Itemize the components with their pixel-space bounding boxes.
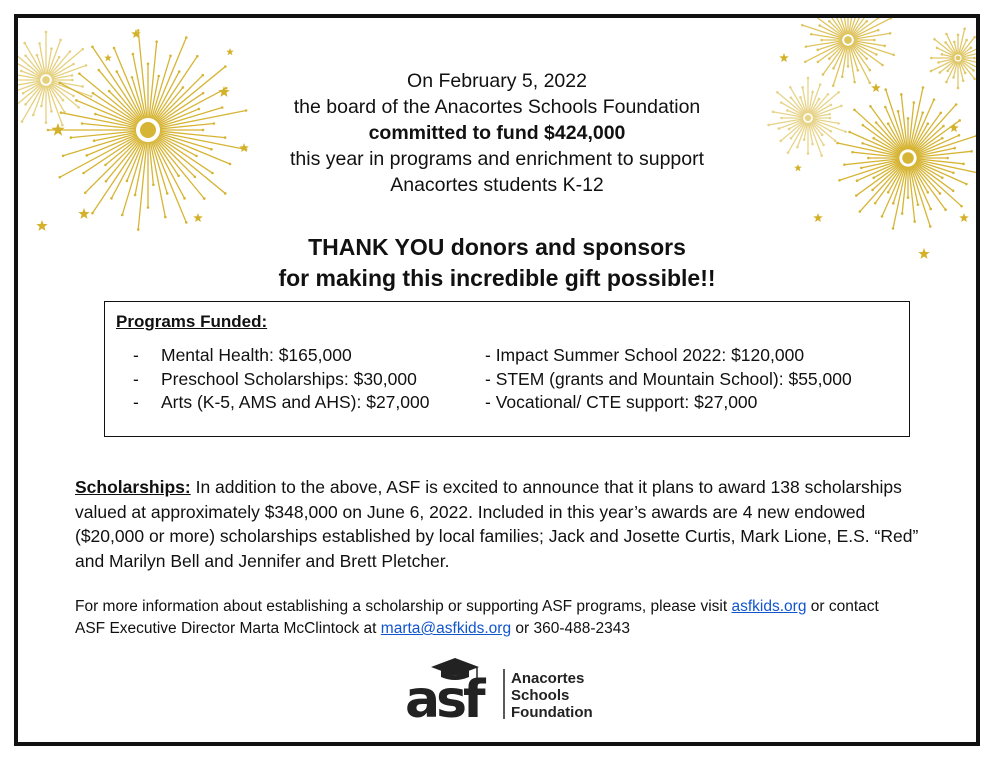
programs-right-list bbox=[485, 344, 852, 415]
star-icon bbox=[104, 54, 112, 61]
thank-you-heading bbox=[18, 232, 976, 294]
announcement-amount: committed to fund $424,000 bbox=[368, 122, 626, 144]
logo-line-2: Schools bbox=[511, 687, 570, 704]
flyer-frame bbox=[14, 14, 980, 746]
asfkids-link[interactable]: asfkids.org bbox=[731, 598, 807, 615]
programs-funded-title: Programs Funded: bbox=[116, 312, 268, 331]
list-item: - Impact Summer School 2022: $120,000 bbox=[485, 345, 805, 365]
announcement-board: the board of the Anacortes Schools Foundation bbox=[293, 96, 701, 118]
asf-mark: asf bbox=[405, 670, 482, 723]
list-item: - Preschool Scholarships: $30,000 bbox=[133, 368, 417, 389]
list-item: - Vocational/ CTE support: $27,000 bbox=[485, 392, 758, 412]
scholarships-label: Scholarships: bbox=[75, 477, 191, 497]
star-icon bbox=[813, 213, 823, 222]
star-icon bbox=[959, 213, 969, 222]
list-item: - STEM (grants and Mountain School): $55,000 bbox=[485, 368, 852, 389]
programs-left-list bbox=[133, 344, 429, 415]
contact-info: For more information about establishing a scholarship or supporting ASF programs, please visit asfkids.org or contact ASF Executive Director Marta McClintock at marta@asfkids.org or 360-488-2343 bbox=[75, 598, 879, 637]
star-icon bbox=[193, 213, 203, 222]
announcement-date: On February 5, 2022 bbox=[407, 70, 587, 92]
star-icon bbox=[36, 220, 47, 231]
email-link[interactable]: marta@asfkids.org bbox=[380, 620, 512, 637]
announcement-purpose: this year in programs and enrichment to support bbox=[289, 148, 705, 170]
logo-line-1: Anacortes bbox=[511, 670, 585, 687]
programs-funded-box bbox=[104, 301, 910, 437]
thank-you-line-1: THANK YOU donors and sponsors bbox=[308, 234, 686, 260]
announcement-students: Anacortes students K-12 bbox=[390, 174, 604, 196]
list-item: - Arts (K-5, AMS and AHS): $27,000 bbox=[133, 392, 430, 412]
logo-line-3: Foundation bbox=[511, 704, 593, 721]
scholarships-paragraph bbox=[75, 475, 925, 573]
list-item: - Mental Health: $165,000 bbox=[133, 345, 352, 365]
thank-you-line-2: for making this incredible gift possible!! bbox=[278, 265, 716, 291]
asf-logo bbox=[403, 655, 618, 723]
funding-announcement bbox=[18, 68, 976, 198]
scholarships-text: In addition to the above, ASF is excited to announce that it plans to award 138 scholarships valued at approximately $348,000 on June 6, 2022. Included in this year’s awards are 4 new endowed ($20,000 or more) scholarships established by local families; Jack and Josette Curtis, Mark Lione, E.S. “Red” and Marilyn Bell and Jennifer and Brett Pletcher. bbox=[75, 477, 919, 571]
star-icon bbox=[226, 48, 234, 55]
star-icon bbox=[78, 208, 89, 219]
star-icon bbox=[779, 53, 789, 62]
